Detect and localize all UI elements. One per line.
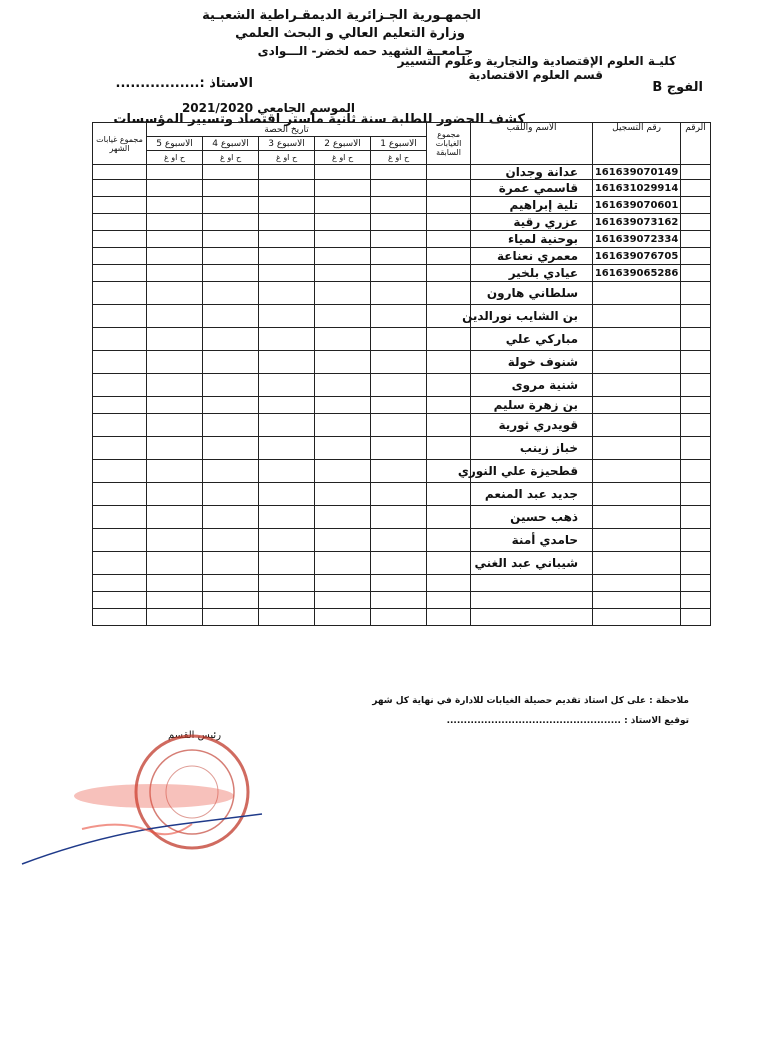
table-row bbox=[93, 414, 711, 437]
week-attendance-cell bbox=[315, 397, 371, 414]
week-attendance-cell bbox=[315, 180, 371, 197]
row-number-cell bbox=[681, 437, 711, 460]
week-attendance-cell bbox=[147, 592, 203, 609]
prev-absences-cell bbox=[427, 529, 471, 552]
prev-absences-cell bbox=[427, 592, 471, 609]
month-absences-cell bbox=[93, 437, 147, 460]
week-header: الاسبوع 2 bbox=[315, 137, 371, 151]
registration-cell bbox=[593, 414, 681, 437]
week-attendance-cell bbox=[203, 351, 259, 374]
week-attendance-cell bbox=[315, 609, 371, 626]
registration-cell: 161639070149 bbox=[593, 165, 681, 180]
week-attendance-cell bbox=[371, 248, 427, 265]
week-attendance-cell bbox=[259, 197, 315, 214]
week-attendance-cell bbox=[147, 437, 203, 460]
week-attendance-cell bbox=[315, 305, 371, 328]
row-number-cell bbox=[681, 575, 711, 592]
week-subheader: ح او غ bbox=[203, 151, 259, 165]
week-attendance-cell bbox=[315, 552, 371, 575]
week-attendance-cell bbox=[259, 165, 315, 180]
row-number-cell bbox=[681, 265, 711, 282]
week-attendance-cell bbox=[147, 248, 203, 265]
month-absences-cell bbox=[93, 328, 147, 351]
prev-absences-cell bbox=[427, 552, 471, 575]
season-label: الموسم الجامعي 2021/2020 bbox=[181, 101, 355, 115]
registration-cell bbox=[593, 351, 681, 374]
week-attendance-cell bbox=[147, 575, 203, 592]
week-attendance-cell bbox=[147, 282, 203, 305]
week-attendance-cell bbox=[371, 351, 427, 374]
week-attendance-cell bbox=[259, 397, 315, 414]
prev-absences-cell bbox=[427, 483, 471, 506]
table-row bbox=[93, 214, 711, 231]
note-text: ملاحظة : على كل استاذ تقديم حصيلة الغيابات للادارة في نهاية كل شهر bbox=[372, 696, 689, 706]
registration-cell: 161639072334 bbox=[593, 231, 681, 248]
col-number-header: الرقم bbox=[681, 123, 711, 165]
week-attendance-cell bbox=[203, 609, 259, 626]
week-header: الاسبوع 1 bbox=[371, 137, 427, 151]
department-stamp bbox=[62, 724, 262, 864]
row-number-cell bbox=[681, 483, 711, 506]
week-attendance-cell bbox=[371, 552, 427, 575]
prev-absences-cell bbox=[427, 328, 471, 351]
student-name-cell: قطحيزة علي النوري bbox=[471, 460, 593, 483]
week-attendance-cell bbox=[147, 197, 203, 214]
row-number-cell bbox=[681, 180, 711, 197]
week-attendance-cell bbox=[147, 414, 203, 437]
row-number-cell bbox=[681, 351, 711, 374]
registration-cell bbox=[593, 282, 681, 305]
row-number-cell bbox=[681, 231, 711, 248]
week-attendance-cell bbox=[203, 437, 259, 460]
header-faculty: كليـة العلوم الإقتصادية والتجارية وعلوم التسيير bbox=[397, 54, 676, 68]
week-attendance-cell bbox=[371, 575, 427, 592]
student-name-cell: شنية مروى bbox=[471, 374, 593, 397]
head-of-department-label: رئيس القسم bbox=[168, 730, 222, 741]
student-name-cell: قاسمي عمرة bbox=[471, 180, 593, 197]
week-attendance-cell bbox=[259, 414, 315, 437]
prev-absences-cell bbox=[427, 231, 471, 248]
row-number-cell bbox=[681, 460, 711, 483]
week-attendance-cell bbox=[259, 180, 315, 197]
prev-absences-cell bbox=[427, 575, 471, 592]
col-name-header: الاسم واللقب bbox=[471, 123, 593, 165]
col-registration-header: رقم التسجيل bbox=[593, 123, 681, 165]
prev-absences-cell bbox=[427, 374, 471, 397]
week-attendance-cell bbox=[147, 214, 203, 231]
table-row bbox=[93, 231, 711, 248]
week-attendance-cell bbox=[371, 265, 427, 282]
prev-absences-cell bbox=[427, 397, 471, 414]
week-attendance-cell bbox=[371, 165, 427, 180]
row-number-cell bbox=[681, 282, 711, 305]
registration-cell bbox=[593, 609, 681, 626]
week-attendance-cell bbox=[371, 282, 427, 305]
week-attendance-cell bbox=[371, 231, 427, 248]
week-attendance-cell bbox=[315, 575, 371, 592]
week-attendance-cell bbox=[371, 609, 427, 626]
col-dates-header: تاريخ الحصة bbox=[147, 123, 427, 137]
week-attendance-cell bbox=[203, 282, 259, 305]
week-attendance-cell bbox=[259, 214, 315, 231]
month-absences-cell bbox=[93, 165, 147, 180]
month-absences-cell bbox=[93, 592, 147, 609]
week-attendance-cell bbox=[203, 460, 259, 483]
week-attendance-cell bbox=[203, 506, 259, 529]
month-absences-cell bbox=[93, 197, 147, 214]
month-absences-cell bbox=[93, 231, 147, 248]
month-absences-cell bbox=[93, 214, 147, 231]
week-header: الاسبوع 3 bbox=[259, 137, 315, 151]
week-attendance-cell bbox=[371, 214, 427, 231]
month-absences-cell bbox=[93, 529, 147, 552]
registration-cell bbox=[593, 575, 681, 592]
week-attendance-cell bbox=[371, 483, 427, 506]
week-attendance-cell bbox=[371, 180, 427, 197]
week-attendance-cell bbox=[203, 248, 259, 265]
header-university: جـامعــة الشهيد حمه لخضر- الـــوادى bbox=[257, 44, 473, 58]
table-row bbox=[93, 351, 711, 374]
week-attendance-cell bbox=[203, 231, 259, 248]
row-number-cell bbox=[681, 197, 711, 214]
prev-absences-cell bbox=[427, 265, 471, 282]
table-row bbox=[93, 374, 711, 397]
week-attendance-cell bbox=[315, 248, 371, 265]
student-name-cell: مباركي علي bbox=[471, 328, 593, 351]
sheet-title: كشف الحضور للطلبة سنة ثانية ماستر اقتصاد وتسيير المؤسسات bbox=[113, 112, 525, 127]
week-attendance-cell bbox=[315, 437, 371, 460]
student-name-cell: شيباني عبد الغني bbox=[471, 552, 593, 575]
week-attendance-cell bbox=[315, 374, 371, 397]
student-name-cell: حامدي أمنة bbox=[471, 529, 593, 552]
week-attendance-cell bbox=[147, 460, 203, 483]
week-attendance-cell bbox=[259, 351, 315, 374]
registration-cell bbox=[593, 460, 681, 483]
week-attendance-cell bbox=[147, 328, 203, 351]
col-month-absences-header: مجموع غيابات الشهر bbox=[93, 123, 147, 165]
table-row bbox=[93, 592, 711, 609]
table-row bbox=[93, 265, 711, 282]
row-number-cell bbox=[681, 397, 711, 414]
month-absences-cell bbox=[93, 483, 147, 506]
table-row bbox=[93, 460, 711, 483]
week-header: الاسبوع 5 bbox=[147, 137, 203, 151]
table-row bbox=[93, 165, 711, 180]
week-header: الاسبوع 4 bbox=[203, 137, 259, 151]
row-number-cell bbox=[681, 552, 711, 575]
prev-absences-cell bbox=[427, 414, 471, 437]
header-professor: الاستاذ :................. bbox=[115, 76, 253, 91]
table-row bbox=[93, 575, 711, 592]
prev-absences-cell bbox=[427, 609, 471, 626]
student-name-cell bbox=[471, 592, 593, 609]
registration-cell bbox=[593, 529, 681, 552]
week-attendance-cell bbox=[147, 165, 203, 180]
row-number-cell bbox=[681, 529, 711, 552]
row-number-cell bbox=[681, 592, 711, 609]
week-subheader: ح او غ bbox=[371, 151, 427, 165]
student-name-cell: بن الشايب نورالدين bbox=[471, 305, 593, 328]
row-number-cell bbox=[681, 506, 711, 529]
month-absences-cell bbox=[93, 460, 147, 483]
student-name-cell bbox=[471, 609, 593, 626]
prev-absences-cell bbox=[427, 351, 471, 374]
week-attendance-cell bbox=[259, 575, 315, 592]
header-ministry: وزارة التعليم العالي و البحث العلمي bbox=[235, 26, 465, 41]
week-subheader: ح او غ bbox=[315, 151, 371, 165]
row-number-cell bbox=[681, 328, 711, 351]
row-number-cell bbox=[681, 214, 711, 231]
registration-cell: 161639070601 bbox=[593, 197, 681, 214]
row-number-cell bbox=[681, 305, 711, 328]
table-row bbox=[93, 328, 711, 351]
registration-cell bbox=[593, 397, 681, 414]
week-attendance-cell bbox=[203, 214, 259, 231]
registration-cell bbox=[593, 374, 681, 397]
table-row bbox=[93, 552, 711, 575]
student-name-cell: تلية إبراهيم bbox=[471, 197, 593, 214]
prev-absences-cell bbox=[427, 248, 471, 265]
week-attendance-cell bbox=[147, 397, 203, 414]
week-attendance-cell bbox=[147, 374, 203, 397]
week-attendance-cell bbox=[315, 460, 371, 483]
row-number-cell bbox=[681, 414, 711, 437]
student-name-cell: خباز زينب bbox=[471, 437, 593, 460]
month-absences-cell bbox=[93, 351, 147, 374]
prev-absences-cell bbox=[427, 180, 471, 197]
week-attendance-cell bbox=[259, 265, 315, 282]
table-row bbox=[93, 506, 711, 529]
week-attendance-cell bbox=[203, 305, 259, 328]
month-absences-cell bbox=[93, 305, 147, 328]
table-row bbox=[93, 609, 711, 626]
registration-cell: 161639076705 bbox=[593, 248, 681, 265]
week-attendance-cell bbox=[259, 282, 315, 305]
week-attendance-cell bbox=[259, 437, 315, 460]
month-absences-cell bbox=[93, 506, 147, 529]
table-row bbox=[93, 248, 711, 265]
week-attendance-cell bbox=[259, 374, 315, 397]
prev-absences-cell bbox=[427, 437, 471, 460]
row-number-cell bbox=[681, 609, 711, 626]
week-attendance-cell bbox=[203, 483, 259, 506]
prev-absences-cell bbox=[427, 282, 471, 305]
week-attendance-cell bbox=[259, 328, 315, 351]
month-absences-cell bbox=[93, 374, 147, 397]
table-row bbox=[93, 282, 711, 305]
week-attendance-cell bbox=[259, 552, 315, 575]
week-attendance-cell bbox=[203, 414, 259, 437]
month-absences-cell bbox=[93, 575, 147, 592]
week-attendance-cell bbox=[371, 328, 427, 351]
week-attendance-cell bbox=[147, 529, 203, 552]
week-attendance-cell bbox=[315, 506, 371, 529]
table-row bbox=[93, 437, 711, 460]
week-attendance-cell bbox=[315, 282, 371, 305]
student-name-cell: سلطاني هارون bbox=[471, 282, 593, 305]
week-attendance-cell bbox=[371, 397, 427, 414]
table-row bbox=[93, 197, 711, 214]
week-attendance-cell bbox=[371, 437, 427, 460]
header-republic: الجمهـورية الجـزائرية الديمقـراطية الشعبـية bbox=[202, 8, 481, 23]
student-name-cell: عدانة وجدان bbox=[471, 165, 593, 180]
registration-cell bbox=[593, 328, 681, 351]
week-subheader: ح او غ bbox=[259, 151, 315, 165]
week-attendance-cell bbox=[147, 351, 203, 374]
prev-absences-cell bbox=[427, 214, 471, 231]
month-absences-cell bbox=[93, 265, 147, 282]
week-attendance-cell bbox=[203, 180, 259, 197]
week-attendance-cell bbox=[371, 414, 427, 437]
attendance-table bbox=[92, 122, 711, 626]
week-attendance-cell bbox=[147, 231, 203, 248]
week-attendance-cell bbox=[259, 592, 315, 609]
week-attendance-cell bbox=[147, 180, 203, 197]
week-attendance-cell bbox=[147, 552, 203, 575]
student-name-cell: عزري رقية bbox=[471, 214, 593, 231]
week-attendance-cell bbox=[259, 305, 315, 328]
registration-cell bbox=[593, 552, 681, 575]
week-attendance-cell bbox=[371, 592, 427, 609]
week-attendance-cell bbox=[315, 231, 371, 248]
registration-cell bbox=[593, 506, 681, 529]
row-number-cell bbox=[681, 248, 711, 265]
registration-cell bbox=[593, 437, 681, 460]
week-attendance-cell bbox=[147, 506, 203, 529]
week-attendance-cell bbox=[259, 609, 315, 626]
prev-absences-cell bbox=[427, 197, 471, 214]
registration-cell: 161639073162 bbox=[593, 214, 681, 231]
week-attendance-cell bbox=[259, 231, 315, 248]
header-department: قسم العلوم الاقتصادية bbox=[468, 68, 603, 82]
week-attendance-cell bbox=[315, 214, 371, 231]
week-attendance-cell bbox=[315, 265, 371, 282]
student-name-cell: عيادي بلخير bbox=[471, 265, 593, 282]
week-attendance-cell bbox=[315, 483, 371, 506]
week-attendance-cell bbox=[147, 483, 203, 506]
week-attendance-cell bbox=[315, 328, 371, 351]
row-number-cell bbox=[681, 374, 711, 397]
table-row bbox=[93, 305, 711, 328]
week-attendance-cell bbox=[147, 265, 203, 282]
week-attendance-cell bbox=[371, 529, 427, 552]
registration-cell: 161639065286 bbox=[593, 265, 681, 282]
table-row bbox=[93, 483, 711, 506]
month-absences-cell bbox=[93, 282, 147, 305]
month-absences-cell bbox=[93, 248, 147, 265]
month-absences-cell bbox=[93, 552, 147, 575]
header-group: الفوج B bbox=[652, 80, 703, 95]
registration-cell bbox=[593, 592, 681, 609]
month-absences-cell bbox=[93, 397, 147, 414]
week-attendance-cell bbox=[203, 165, 259, 180]
week-attendance-cell bbox=[203, 529, 259, 552]
week-attendance-cell bbox=[203, 552, 259, 575]
week-attendance-cell bbox=[203, 575, 259, 592]
student-name-cell: ذهب حسين bbox=[471, 506, 593, 529]
week-attendance-cell bbox=[371, 374, 427, 397]
student-name-cell: قويدري ثورية bbox=[471, 414, 593, 437]
week-attendance-cell bbox=[371, 460, 427, 483]
table-row bbox=[93, 397, 711, 414]
student-name-cell: معمري نعناعة bbox=[471, 248, 593, 265]
row-number-cell bbox=[681, 165, 711, 180]
table-row bbox=[93, 180, 711, 197]
week-attendance-cell bbox=[203, 592, 259, 609]
week-attendance-cell bbox=[259, 460, 315, 483]
week-attendance-cell bbox=[147, 305, 203, 328]
week-attendance-cell bbox=[315, 529, 371, 552]
prev-absences-cell bbox=[427, 506, 471, 529]
student-name-cell: شنوف خولة bbox=[471, 351, 593, 374]
student-name-cell bbox=[471, 575, 593, 592]
week-attendance-cell bbox=[203, 397, 259, 414]
month-absences-cell bbox=[93, 609, 147, 626]
week-subheader: ح او غ bbox=[147, 151, 203, 165]
week-attendance-cell bbox=[315, 197, 371, 214]
week-attendance-cell bbox=[315, 165, 371, 180]
week-attendance-cell bbox=[315, 414, 371, 437]
table-row bbox=[93, 529, 711, 552]
week-attendance-cell bbox=[147, 609, 203, 626]
student-name-cell: بوحنية لمياء bbox=[471, 231, 593, 248]
student-name-cell: بن زهرة سليم bbox=[471, 397, 593, 414]
col-prev-absences-header: مجموع الغيابات السابقة bbox=[427, 123, 471, 165]
week-attendance-cell bbox=[259, 248, 315, 265]
prev-absences-cell bbox=[427, 165, 471, 180]
month-absences-cell bbox=[93, 180, 147, 197]
week-attendance-cell bbox=[203, 265, 259, 282]
week-attendance-cell bbox=[259, 483, 315, 506]
week-attendance-cell bbox=[371, 506, 427, 529]
registration-cell bbox=[593, 305, 681, 328]
registration-cell: 161631029914 bbox=[593, 180, 681, 197]
student-name-cell: جديد عبد المنعم bbox=[471, 483, 593, 506]
week-attendance-cell bbox=[315, 592, 371, 609]
week-attendance-cell bbox=[259, 529, 315, 552]
week-attendance-cell bbox=[315, 351, 371, 374]
signature-line: توقيع الاستاذ : ................................................... bbox=[446, 716, 689, 726]
week-attendance-cell bbox=[203, 374, 259, 397]
week-attendance-cell bbox=[203, 197, 259, 214]
week-attendance-cell bbox=[259, 506, 315, 529]
week-attendance-cell bbox=[203, 328, 259, 351]
week-attendance-cell bbox=[371, 197, 427, 214]
week-attendance-cell bbox=[371, 305, 427, 328]
registration-cell bbox=[593, 483, 681, 506]
month-absences-cell bbox=[93, 414, 147, 437]
